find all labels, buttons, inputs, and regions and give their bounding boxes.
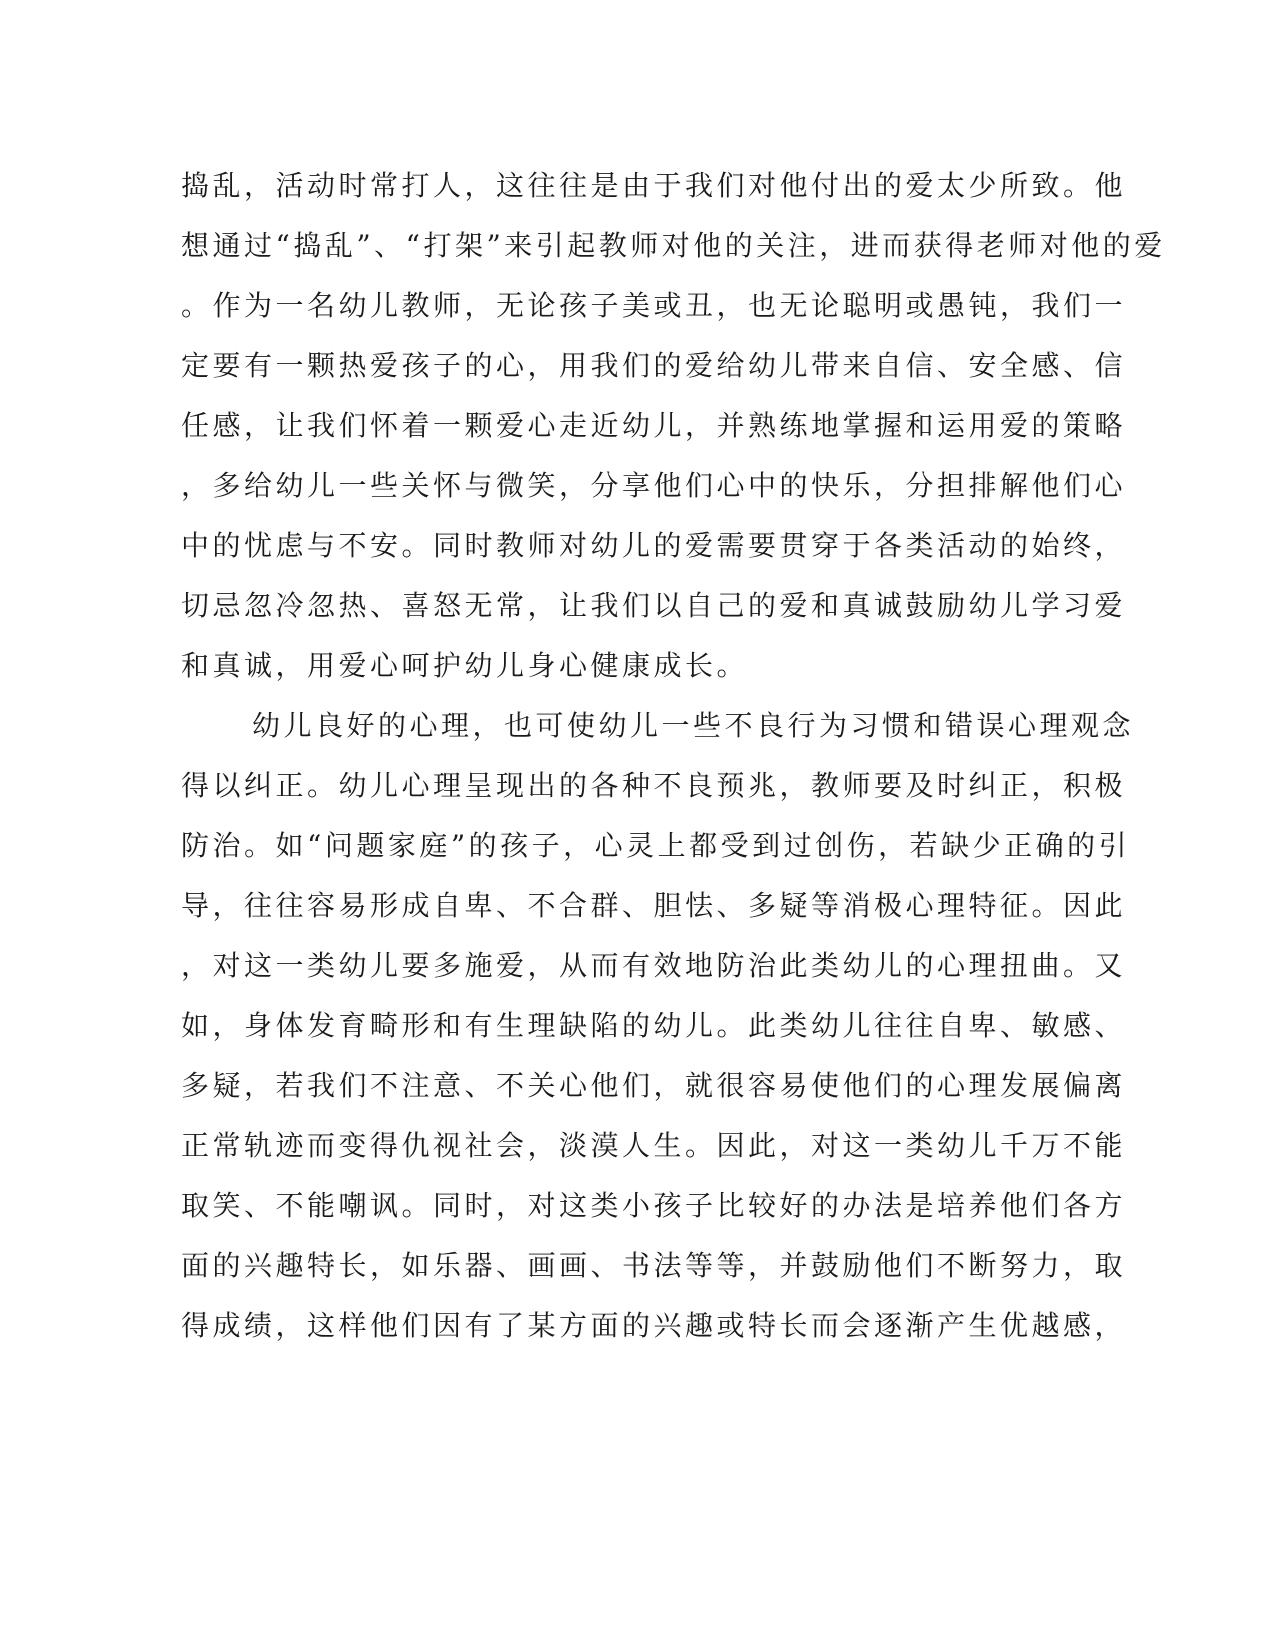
text-line: 得成绩，这样他们因有了某方面的兴趣或特长而会逐渐产生优越感， [181,1309,1127,1342]
text-line: ，多给幼儿一些关怀与微笑，分享他们心中的快乐，分担排解他们心 [181,469,1127,502]
text-line: 。作为一名幼儿教师，无论孩子美或丑，也无论聪明或愚钝，我们一 [181,289,1127,322]
text-line: 正常轨迹而变得仇视社会，淡漠人生。因此，对这一类幼儿千万不能 [181,1129,1127,1162]
text-line: 任感，让我们怀着一颗爱心走近幼儿，并熟练地掌握和运用爱的策略 [181,409,1127,442]
text-line: ，对这一类幼儿要多施爱，从而有效地防治此类幼儿的心理扭曲。又 [181,949,1127,982]
text-line: 想通过“捣乱”、“打架”来引起教师对他的关注，进而获得老师对他的爱 [181,229,1166,262]
text-line: 捣乱，活动时常打人，这往往是由于我们对他付出的爱太少所致。他 [181,169,1127,202]
paragraph-first-line: 幼儿良好的心理，也可使幼儿一些不良行为习惯和错误心理观念 [252,709,1135,742]
text-line: 面的兴趣特长，如乐器、画画、书法等等，并鼓励他们不断努力，取 [181,1249,1127,1282]
text-line: 得以纠正。幼儿心理呈现出的各种不良预兆，教师要及时纠正，积极 [181,769,1127,802]
text-line: 如，身体发育畸形和有生理缺陷的幼儿。此类幼儿往往自卑、敏感、 [181,1009,1127,1042]
text-line: 和真诚，用爱心呵护幼儿身心健康成长。 [181,649,749,682]
text-line: 定要有一颗热爱孩子的心，用我们的爱给幼儿带来自信、安全感、信 [181,349,1127,382]
text-line: 中的忧虑与不安。同时教师对幼儿的爱需要贯穿于各类活动的始终， [181,529,1127,562]
text-line: 导，往往容易形成自卑、不合群、胆怯、多疑等消极心理特征。因此 [181,889,1127,922]
text-line: 防治。如“问题家庭”的孩子，心灵上都受到过创伤，若缺少正确的引 [181,829,1131,862]
text-line: 切忌忽冷忽热、喜怒无常，让我们以自己的爱和真诚鼓励幼儿学习爱 [181,589,1127,622]
text-line: 多疑，若我们不注意、不关心他们，就很容易使他们的心理发展偏离 [181,1069,1127,1102]
text-line: 取笑、不能嘲讽。同时，对这类小孩子比较好的办法是培养他们各方 [181,1189,1127,1222]
body-text [181,156,1166,1356]
